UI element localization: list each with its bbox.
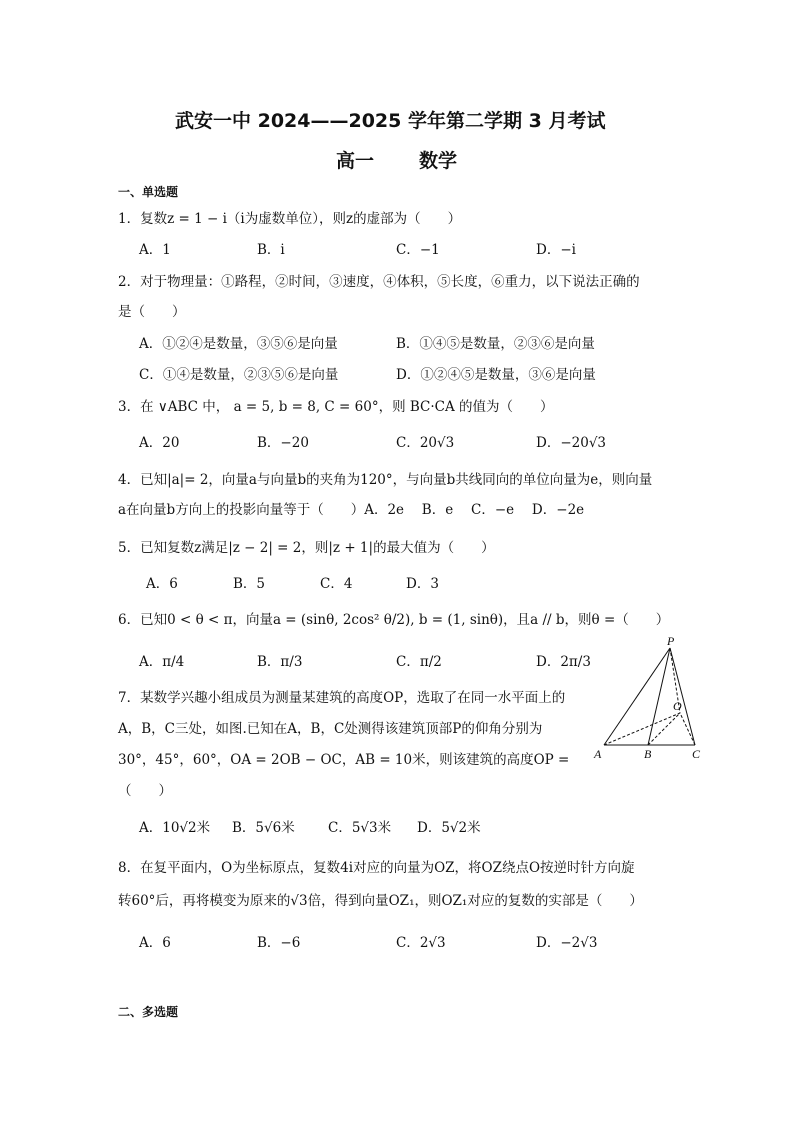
q7-option-c: C．5√3米 xyxy=(328,820,392,836)
q2-option-d: D．①②④⑤是数量，③⑥是向量 xyxy=(396,367,596,383)
pyramid-figure xyxy=(592,633,722,768)
edge-PB xyxy=(648,648,670,745)
question-6-stem: 6．已知0 < θ < π，向量a = (sinθ, 2cos² θ/2), b = (1, sinθ)，且a // b，则θ =（ ） xyxy=(118,612,670,628)
question-2-stem-line1: 2．对于物理量：①路程，②时间，③速度，④体积，⑤长度，⑥重力，以下说法正确的 xyxy=(118,274,640,290)
question-4-stem-line1: 4．已知|a|= 2，向量a与向量b的夹角为120°，与向量b共线同向的单位向量为e，则向量 xyxy=(118,472,653,488)
q1-option-a: A．1 xyxy=(139,242,171,258)
q3-option-d: D．−20√3 xyxy=(536,435,607,451)
exam-title: 武安一中 2024——2025 学年第二学期 3 月考试 xyxy=(175,110,606,132)
q1-option-d: D．−i xyxy=(536,242,576,258)
question-7-stem-line2: A，B，C三处，如图.已知在A，B，C处测得该建筑顶部P的仰角分别为 xyxy=(118,721,543,737)
question-4-stem-line2: a在向量b方向上的投影向量等于（ ）A．2e B．e C．−e D．−2e xyxy=(118,502,585,518)
q5-option-c: C．4 xyxy=(320,576,353,592)
q5-option-d: D．3 xyxy=(406,576,439,592)
section-multiple-choice: 二、多选题 xyxy=(118,1005,179,1019)
edge-BO xyxy=(648,713,680,745)
edge-PC xyxy=(670,648,695,745)
exam-subject: 数学 xyxy=(419,150,458,172)
q2-option-a: A．①②④是数量，③⑤⑥是向量 xyxy=(139,336,338,352)
q3-option-a: A．20 xyxy=(139,435,180,451)
q8-option-d: D．−2√3 xyxy=(536,935,598,951)
q1-option-b: B．i xyxy=(257,242,285,258)
q7-option-b: B．5√6米 xyxy=(232,820,295,836)
edge-PA xyxy=(604,648,670,745)
q6-option-b: B．π/3 xyxy=(257,654,303,670)
q6-option-a: A．π/4 xyxy=(139,654,185,670)
q5-option-a: A．6 xyxy=(146,576,178,592)
label-C: C xyxy=(692,747,701,761)
exam-grade: 高一 xyxy=(336,150,375,172)
q6-option-d: D．2π/3 xyxy=(536,654,591,670)
label-B: B xyxy=(644,747,652,761)
q2-option-c: C．①④是数量，②③⑤⑥是向量 xyxy=(139,367,339,383)
q7-option-a: A．10√2米 xyxy=(139,820,211,836)
question-1-stem: 1．复数z = 1 − i（i为虚数单位），则z的虚部为（ ） xyxy=(118,211,462,227)
label-A: A xyxy=(594,747,602,761)
question-8-stem-line2: 转60°后，再将模变为原来的√3倍，得到向量OZ₁，则OZ₁对应的复数的实部是（ ） xyxy=(118,893,643,909)
question-7-stem-line4: （ ） xyxy=(118,783,172,799)
question-7-stem-line1: 7．某数学兴趣小组成员为测量某建筑的高度OP，选取了在同一水平面上的 xyxy=(118,690,566,706)
q2-option-b: B．①④⑤是数量，②③⑥是向量 xyxy=(396,336,595,352)
question-8-stem-line1: 8．在复平面内，O为坐标原点，复数4i对应的向量为OZ，将OZ绕点O按逆时针方向旋 xyxy=(118,860,635,876)
question-7-stem-line3: 30°，45°，60°，OA = 2OB − OC，AB = 10米，则该建筑的高度OP = xyxy=(118,752,570,768)
q8-option-c: C．2√3 xyxy=(396,935,446,951)
q6-option-c: C．π/2 xyxy=(396,654,442,670)
section-single-choice: 一、单选题 xyxy=(118,185,179,199)
q3-option-b: B．−20 xyxy=(257,435,309,451)
q1-option-c: C．−1 xyxy=(396,242,440,258)
q5-option-b: B．5 xyxy=(233,576,266,592)
q7-option-d: D．5√2米 xyxy=(417,820,481,836)
q3-option-c: C．20√3 xyxy=(396,435,455,451)
label-P: P xyxy=(667,634,675,648)
q8-option-b: B．−6 xyxy=(257,935,301,951)
question-3-stem: 3．在 ∨ABC 中， a = 5, b = 8, C = 60°，则 BC·CA 的值为（ ） xyxy=(118,399,554,415)
q8-option-a: A．6 xyxy=(139,935,171,951)
label-O: O xyxy=(673,699,682,713)
question-2-stem-line2: 是（ ） xyxy=(118,304,186,320)
question-5-stem: 5．已知复数z满足|z − 2| = 2，则|z + 1|的最大值为（ ） xyxy=(118,540,495,556)
